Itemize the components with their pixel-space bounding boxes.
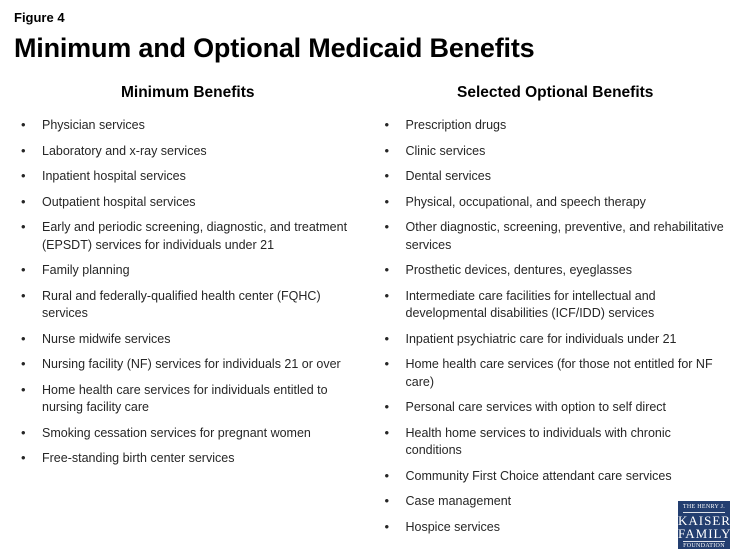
benefit-list-item bbox=[382, 519, 730, 537]
benefit-list-item bbox=[18, 143, 358, 161]
benefit-list-item bbox=[382, 356, 730, 391]
bullet-icon: • bbox=[21, 262, 26, 277]
benefit-item-text: Health home services to individuals with chronic conditions bbox=[405, 425, 671, 457]
bullet-icon: • bbox=[384, 518, 390, 534]
benefit-item-text: Inpatient psychiatric care for individuals under 21 bbox=[405, 331, 677, 346]
bullet-icon: • bbox=[21, 193, 26, 209]
benefit-item-text: Physical, occupational, and speech therapy bbox=[405, 194, 646, 209]
minimum-benefits-header: Minimum Benefits bbox=[121, 84, 255, 101]
benefit-list-item bbox=[18, 262, 358, 280]
benefit-item-text: Rural and federally-qualified health center (FQHC) services bbox=[42, 288, 321, 320]
benefit-list-item bbox=[382, 331, 730, 349]
benefit-item-text: Hospice services bbox=[405, 519, 500, 534]
bullet-icon: • bbox=[384, 168, 390, 183]
benefit-item-text: Nurse midwife services bbox=[42, 331, 171, 346]
bullet-icon: • bbox=[21, 168, 26, 183]
optional-benefits-list bbox=[382, 117, 730, 536]
benefit-list-item bbox=[18, 117, 358, 135]
optional-benefits-column bbox=[368, 84, 735, 544]
benefit-item-text: Community First Choice attendant care services bbox=[405, 468, 672, 483]
bullet-icon: • bbox=[384, 399, 390, 414]
bullet-icon: • bbox=[384, 117, 390, 132]
benefit-item-text: Outpatient hospital services bbox=[42, 194, 196, 209]
benefit-list-item bbox=[382, 288, 730, 323]
benefit-item-text: Case management bbox=[405, 494, 512, 508]
bullet-icon: • bbox=[384, 467, 390, 483]
benefit-list-item bbox=[382, 262, 730, 280]
bullet-icon: • bbox=[21, 381, 26, 397]
bullet-icon: • bbox=[384, 287, 390, 303]
benefit-list-item bbox=[382, 168, 730, 186]
bullet-icon: • bbox=[384, 193, 390, 209]
benefit-list-item bbox=[382, 143, 730, 161]
benefit-list-item bbox=[382, 425, 730, 460]
benefit-item-text: Prescription drugs bbox=[405, 118, 507, 132]
logo-line-the-henry-j: THE HENRY J. bbox=[682, 504, 726, 510]
benefit-list-item bbox=[18, 288, 358, 323]
bullet-icon: • bbox=[384, 493, 390, 508]
optional-benefits-header: Selected Optional Benefits bbox=[457, 84, 654, 101]
bullet-icon: • bbox=[384, 424, 390, 440]
figure-label: Figure 4 bbox=[14, 10, 65, 25]
benefit-list-item bbox=[382, 219, 730, 254]
benefit-item-text: Family planning bbox=[42, 263, 130, 277]
benefit-item-text: Free-standing birth center services bbox=[42, 451, 235, 465]
benefit-list-item bbox=[18, 425, 358, 443]
benefit-item-text: Inpatient hospital services bbox=[42, 169, 186, 183]
benefit-list-item bbox=[18, 168, 358, 186]
minimum-benefits-column bbox=[0, 84, 368, 544]
benefit-item-text: Intermediate care facilities for intellectual and developmental disabilities (ICF/IDD) services bbox=[405, 288, 656, 320]
benefit-list-item bbox=[382, 493, 730, 511]
benefit-list-item bbox=[382, 399, 730, 417]
bullet-icon: • bbox=[21, 330, 26, 346]
benefit-item-text: Smoking cessation services for pregnant women bbox=[42, 425, 311, 440]
benefit-item-text: Early and periodic screening, diagnostic, and treatment (EPSDT) services for individuals under 21 bbox=[42, 220, 348, 252]
bullet-icon: • bbox=[21, 356, 26, 371]
benefit-item-text: Physician services bbox=[42, 118, 145, 132]
benefit-item-text: Other diagnostic, screening, preventive, and rehabilitative services bbox=[405, 220, 724, 252]
bullet-icon: • bbox=[21, 287, 26, 303]
benefit-item-text: Prosthetic devices, dentures, eyeglasses bbox=[405, 263, 633, 277]
logo-divider-bottom bbox=[683, 541, 725, 542]
bullet-icon: • bbox=[21, 142, 26, 158]
kaiser-family-foundation-logo bbox=[678, 501, 730, 549]
bullet-icon: • bbox=[21, 450, 26, 465]
bullet-icon: • bbox=[384, 262, 390, 277]
bullet-icon: • bbox=[384, 142, 390, 158]
logo-line-foundation: FOUNDATION bbox=[683, 543, 725, 549]
bullet-icon: • bbox=[384, 330, 390, 346]
benefit-list-item bbox=[18, 331, 358, 349]
logo-line-kaiser: KAISER bbox=[678, 513, 731, 528]
benefit-list-item bbox=[382, 117, 730, 135]
benefits-columns bbox=[0, 84, 735, 544]
benefit-item-text: Laboratory and x-ray services bbox=[42, 143, 207, 158]
benefit-list-item bbox=[18, 382, 358, 417]
page-title: Minimum and Optional Medicaid Benefits bbox=[14, 33, 535, 63]
bullet-icon: • bbox=[21, 424, 26, 440]
bullet-icon: • bbox=[21, 219, 26, 234]
bullet-icon: • bbox=[384, 219, 390, 234]
benefit-list-item bbox=[18, 194, 358, 212]
benefit-list-item bbox=[382, 194, 730, 212]
bullet-icon: • bbox=[384, 356, 390, 371]
benefit-item-text: Dental services bbox=[405, 169, 491, 183]
benefit-item-text: Home health care services for individuals entitled to nursing facility care bbox=[42, 382, 328, 414]
minimum-benefits-list bbox=[18, 117, 358, 468]
benefit-list-item bbox=[18, 356, 358, 374]
benefit-list-item bbox=[382, 468, 730, 486]
benefit-item-text: Nursing facility (NF) services for individuals 21 or over bbox=[42, 357, 341, 371]
bullet-icon: • bbox=[21, 117, 26, 132]
logo-line-family: FAMILY bbox=[678, 526, 732, 541]
benefit-item-text: Home health care services (for those not entitled for NF care) bbox=[405, 357, 713, 389]
benefit-list-item bbox=[18, 219, 358, 254]
benefit-item-text: Personal care services with option to self direct bbox=[405, 400, 667, 414]
benefit-item-text: Clinic services bbox=[405, 143, 486, 158]
benefit-list-item bbox=[18, 450, 358, 468]
